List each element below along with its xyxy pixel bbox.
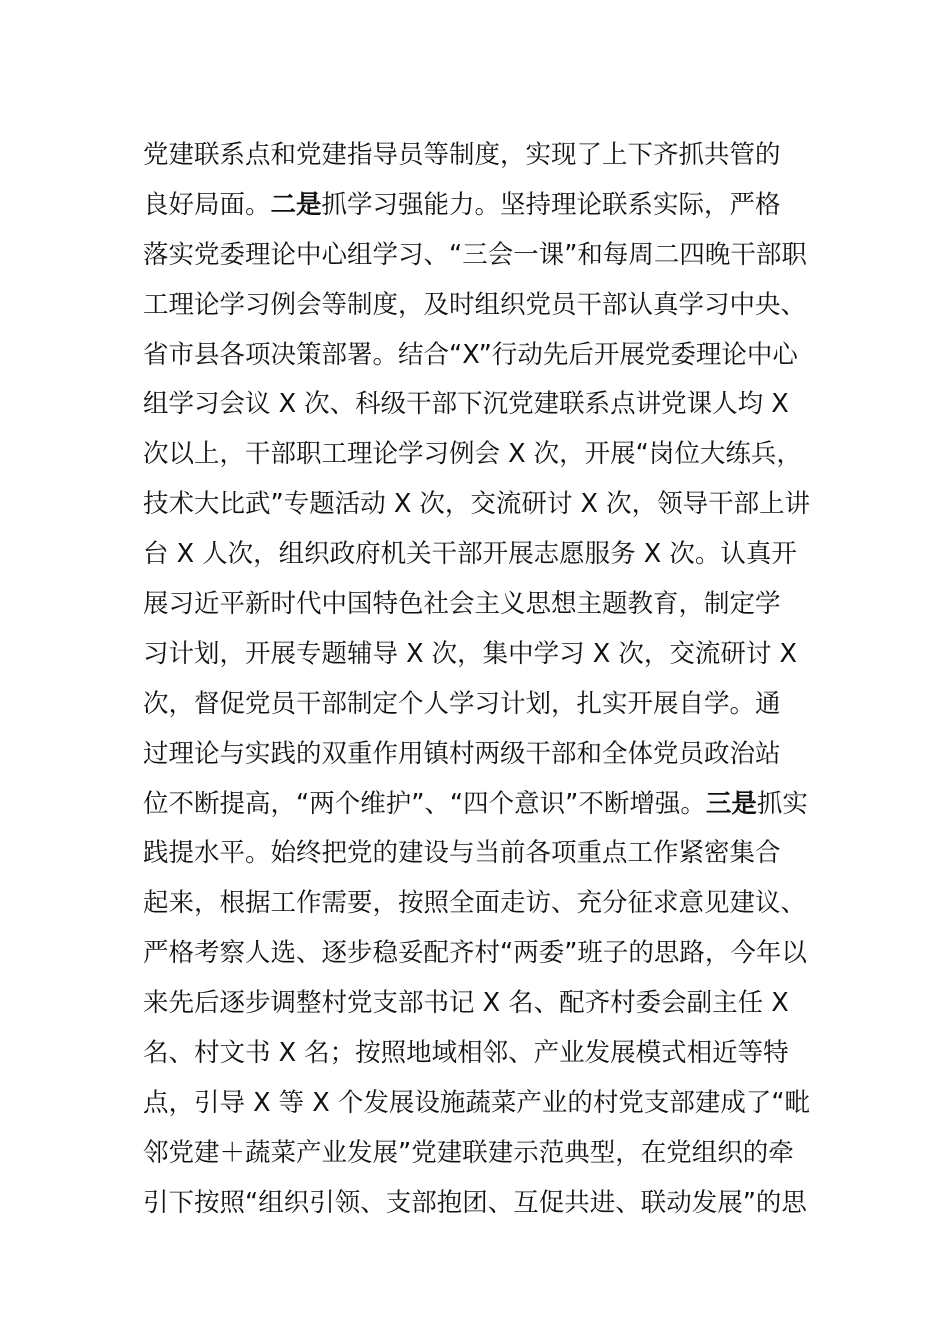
text-line [143,181,823,231]
text-segment: 次以上，干部职工理论学习例会 X 次，开展“岗位大练兵， [143,439,802,470]
text-line [143,730,823,780]
text-segment: 落实党委理论中心组学习、“三会一课”和每周二四晚干部职 [143,239,807,270]
text-segment: 过理论与实践的双重作用镇村两级干部和全体党员政治站 [143,738,781,769]
text-line [143,1129,823,1179]
bold-keyword: 三是 [705,788,757,819]
text-segment: 良好局面。 [143,189,271,220]
text-segment: 抓实 [756,788,808,819]
text-line [143,380,823,430]
text-segment: 引下按照“组织引领、支部抱团、互促共进、联动发展”的思 [143,1187,807,1218]
text-line [143,281,823,331]
text-segment: 台 X 人次，组织政府机关干部开展志愿服务 X 次。认真开 [143,539,797,570]
text-segment: 抓学习强能力。坚持理论联系实际，严格 [321,189,781,220]
text-segment: 省市县各项决策部署。结合“X”行动先后开展党委理论中心 [143,339,798,370]
text-segment: 名、村文书 X 名；按照地域相邻、产业发展模式相近等特 [143,1038,789,1069]
text-segment: 次，督促党员干部制定个人学习计划，扎实开展自学。通 [143,688,781,719]
text-line [143,780,823,830]
text-segment: 组学习会议 X 次、科级干部下沉党建联系点讲党课人均 X [143,389,789,420]
text-segment: 践提水平。始终把党的建设与当前各项重点工作紧密集合 [143,838,781,869]
text-line [143,630,823,680]
text-line [143,131,823,181]
text-line [143,231,823,281]
text-segment: 来先后逐步调整村党支部书记 X 名、配齐村委会副主任 X [143,988,789,1019]
text-line [143,580,823,630]
text-line [143,829,823,879]
text-line [143,1079,823,1129]
text-segment: 起来，根据工作需要，按照全面走访、充分征求意见建议、 [143,888,807,919]
text-segment: 工理论学习例会等制度，及时组织党员干部认真学习中央、 [143,289,807,320]
text-segment: 习计划，开展专题辅导 X 次，集中学习 X 次，交流研讨 X [143,638,797,669]
text-line [143,929,823,979]
text-line [143,1029,823,1079]
text-segment: 位不断提高，“两个维护”、“四个意识”不断增强。 [143,788,706,819]
text-line [143,680,823,730]
text-segment: 邻党建＋蔬菜产业发展”党建联建示范典型，在党组织的牵 [143,1137,794,1168]
text-line [143,530,823,580]
text-segment: 党建联系点和党建指导员等制度，实现了上下齐抓共管的 [143,140,781,170]
text-segment: 点，引导 X 等 X 个发展设施蔬菜产业的村党支部建成了“毗 [143,1087,811,1118]
bold-keyword: 二是 [270,189,322,220]
text-line [143,480,823,530]
text-line [143,1179,823,1229]
text-line [143,879,823,929]
text-line [143,430,823,480]
text-line [143,979,823,1029]
text-line [143,331,823,381]
text-segment: 展习近平新时代中国特色社会主义思想主题教育，制定学 [143,589,781,620]
text-segment: 技术大比武”专题活动 X 次，交流研讨 X 次，领导干部上讲 [143,489,811,520]
body-text [143,131,823,1229]
text-segment: 严格考察人选、逐步稳妥配齐村“两委”班子的思路，今年以 [143,938,807,969]
